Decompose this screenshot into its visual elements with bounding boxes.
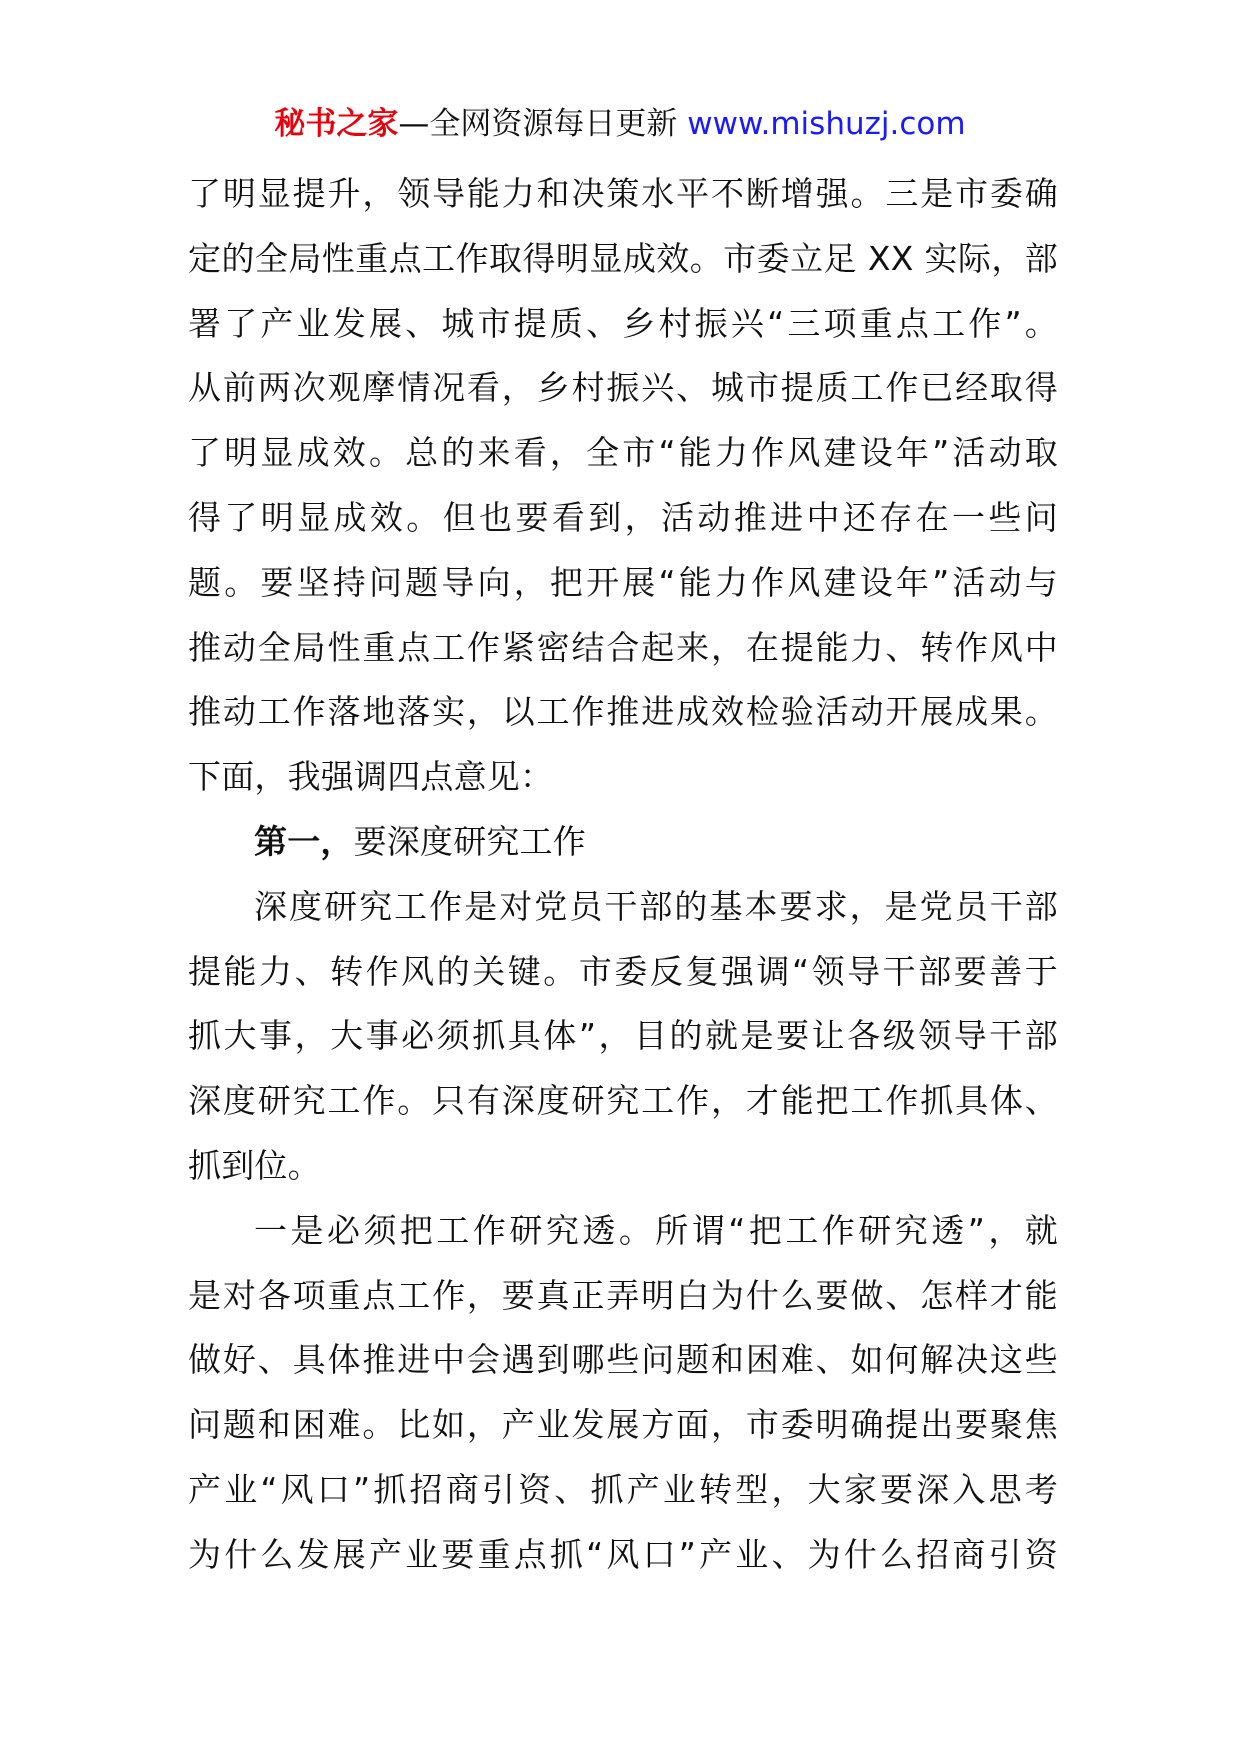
- section-heading: [188, 810, 1058, 875]
- text-line: 题。要坚持问题导向，把开展“能力作风建设年”活动与: [188, 562, 1058, 602]
- header-url-link[interactable]: www.mishuzj.com: [687, 106, 966, 142]
- text-line: 一是必须把工作研究透。所谓“把工作研究透”，就: [254, 1210, 1058, 1250]
- section-heading-title: 要深度研究工作: [353, 821, 587, 861]
- text-line: 深度研究工作。只有深度研究工作，才能把工作抓具体、: [188, 1081, 1058, 1121]
- text-line: 问题和困难。比如，产业发展方面，市委明确提出要聚焦: [188, 1405, 1058, 1445]
- text-line: 抓大事，大事必须抓具体”，目的就是要让各级领导干部: [188, 1016, 1058, 1056]
- header-tagline: —全网资源每日更新: [398, 106, 678, 142]
- text-line: 了明显成效。总的来看，全市“能力作风建设年”活动取: [188, 433, 1058, 473]
- text-line: 抓到位。: [188, 1145, 321, 1185]
- page-header: [0, 102, 1240, 146]
- text-line: 产业“风口”抓招商引资、抓产业转型，大家要深入思考: [188, 1469, 1058, 1509]
- text-line: 下面，我强调四点意见：: [188, 757, 554, 797]
- text-line: 做好、具体推进中会遇到哪些问题和困难、如何解决这些: [188, 1340, 1058, 1380]
- text-line: 为什么发展产业要重点抓“风口”产业、为什么招商引资: [188, 1534, 1058, 1574]
- text-line: 是对各项重点工作，要真正弄明白为什么要做、怎样才能: [188, 1275, 1058, 1315]
- text-line: 推动全局性重点工作紧密结合起来，在提能力、转作风中: [188, 627, 1058, 667]
- text-line: 从前两次观摩情况看，乡村振兴、城市提质工作已经取得: [188, 368, 1058, 408]
- text-line: 深度研究工作是对党员干部的基本要求，是党员干部: [254, 886, 1058, 926]
- text-line: 了明显提升，领导能力和决策水平不断增强。三是市委确: [188, 174, 1058, 213]
- text-line: 定的全局性重点工作取得明显成效。市委立足 XX 实际，部: [188, 238, 1058, 278]
- text-line: 推动工作落地落实，以工作推进成效检验活动开展成果。: [188, 692, 1058, 732]
- header-brand: 秘书之家: [274, 106, 399, 142]
- section-heading-prefix: 第一，: [254, 821, 354, 861]
- text-line: 署了产业发展、城市提质、乡村振兴“三项重点工作”。: [188, 303, 1058, 343]
- text-line: 提能力、转作风的关键。市委反复强调“领导干部要善于: [188, 951, 1058, 991]
- body-text: [188, 162, 1058, 1588]
- text-line: 得了明显成效。但也要看到，活动推进中还存在一些问: [188, 497, 1058, 537]
